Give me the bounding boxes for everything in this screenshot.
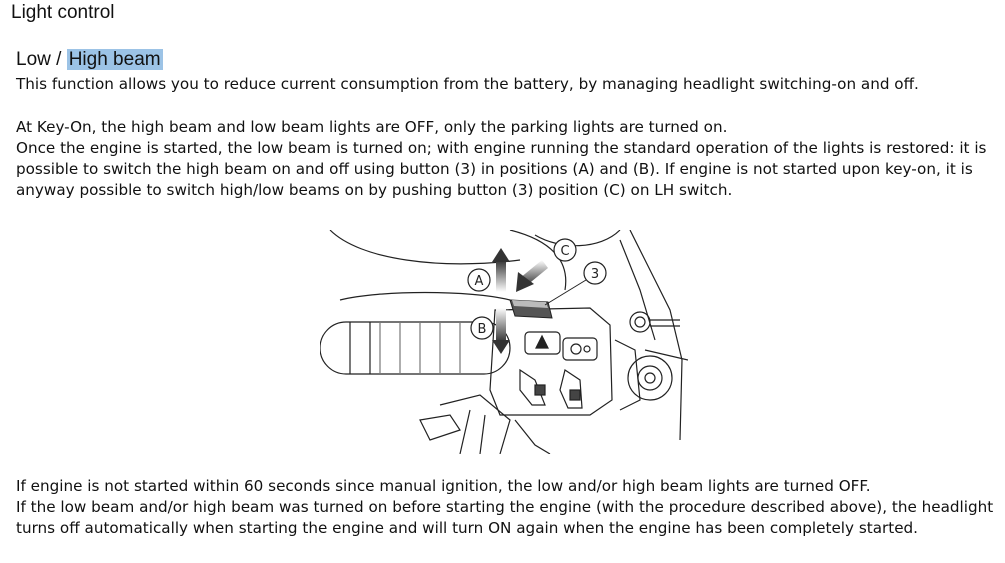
label-3: 3 xyxy=(590,267,600,282)
section-title: Light control xyxy=(11,2,115,23)
subtitle-highlighted[interactable]: High beam xyxy=(68,49,161,70)
paragraph-engine-started: Once the engine is started, the low beam is turned on; with engine running the standard operation of the lights is restored: it is possible to switch the high beam on and off using button (3) in positions (A) and (B). If engine is not started upon key-on, it is anyway possible to switch high/low beams on by pushing button (3) position (C) on LH switch. xyxy=(16,139,987,199)
label-b: B xyxy=(477,322,487,337)
label-a: A xyxy=(474,274,484,289)
paragraph-timeout: If engine is not started within 60 seconds since manual ignition, the low and/or high beam lights are turned OFF. xyxy=(16,477,871,495)
paragraph-auto-off: If the low beam and/or high beam was turned on before starting the engine (with the procedure described above), the headlight turns off automatically when starting the engine and will turn ON again when the engine has been completely started. xyxy=(16,498,994,537)
paragraph-function: This function allows you to reduce current consumption from the battery, by managing headlight switching-on and off. xyxy=(16,75,919,93)
label-c: C xyxy=(560,244,570,259)
subtitle xyxy=(16,49,163,71)
handlebar-switch-illustration xyxy=(320,230,688,454)
paragraph-key-on: At Key-On, the high beam and low beam lights are OFF, only the parking lights are turned on. xyxy=(16,118,728,136)
subtitle-prefix: Low / xyxy=(16,49,67,70)
